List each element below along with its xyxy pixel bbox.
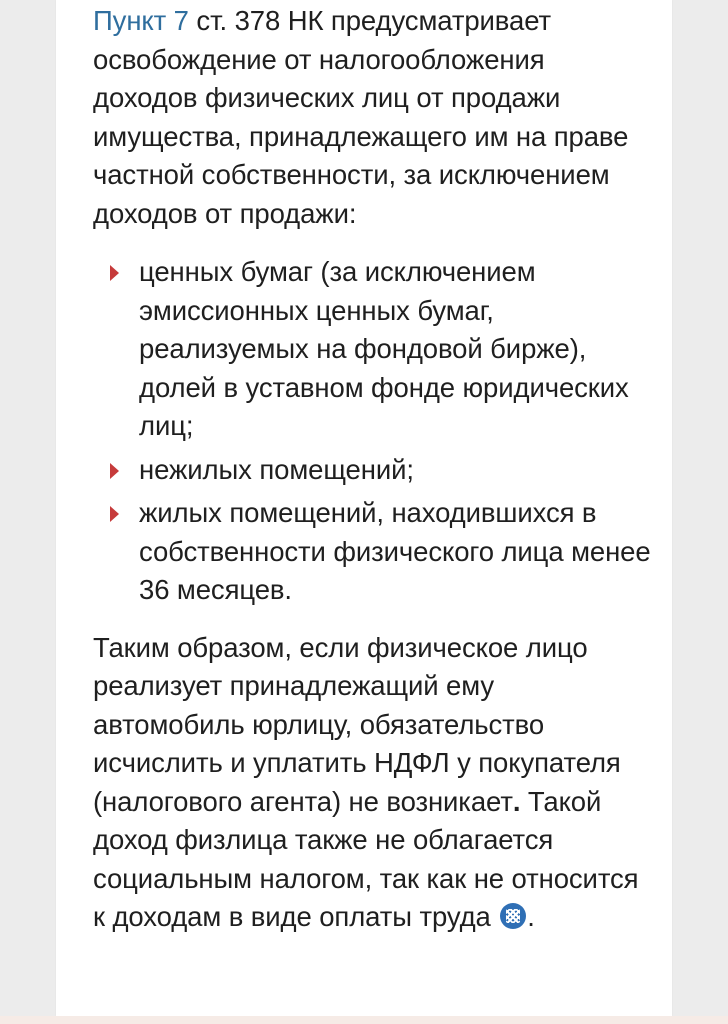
conclusion-text-1: Таким образом, если физическое лицо реализует принадлежащий ему автомобиль юрлицу, обязательство исчислить и уплатить НДФЛ у покупателя (налогового агента) не возникает — [93, 631, 621, 817]
conclusion-end-period: . — [527, 901, 535, 932]
conclusion-text-2: Такой доход физлица также не облагается социальным налогом, так как не относится к доходам в виде оплаты труда — [93, 785, 639, 932]
triangle-right-icon — [110, 463, 119, 479]
list-item-text: жилых помещений, находившихся в собственности физического лица менее 36 месяцев. — [139, 497, 651, 605]
triangle-right-icon — [110, 506, 119, 522]
bottom-divider — [0, 1016, 728, 1024]
list-item-text: ценных бумаг (за исключением эмиссионных ценных бумаг, реализуемых на фондовой бирже), долей в уставном фонде юридических лиц; — [139, 256, 629, 441]
article-body — [93, 2, 653, 937]
conclusion-paragraph — [93, 629, 653, 937]
list-item — [93, 451, 653, 490]
right-margin — [672, 0, 728, 1024]
document-reference-icon[interactable] — [500, 903, 526, 929]
triangle-right-icon — [110, 265, 119, 281]
intro-text: ст. 378 НК предусматривает освобождение от налогообложения доходов физических лиц от продажи имущества, принадлежащего им на праве частной собственности, за исключением доходов от продажи: — [93, 5, 629, 229]
article-card — [56, 0, 672, 1016]
law-article-link[interactable]: Пункт 7 — [93, 5, 189, 36]
intro-paragraph — [93, 2, 653, 233]
list-item-text: нежилых помещений; — [139, 453, 414, 485]
list-item — [93, 494, 653, 610]
left-margin — [0, 0, 56, 1024]
conclusion-bold-period: . — [512, 785, 521, 817]
list-item — [93, 253, 653, 446]
exception-list — [93, 253, 653, 610]
